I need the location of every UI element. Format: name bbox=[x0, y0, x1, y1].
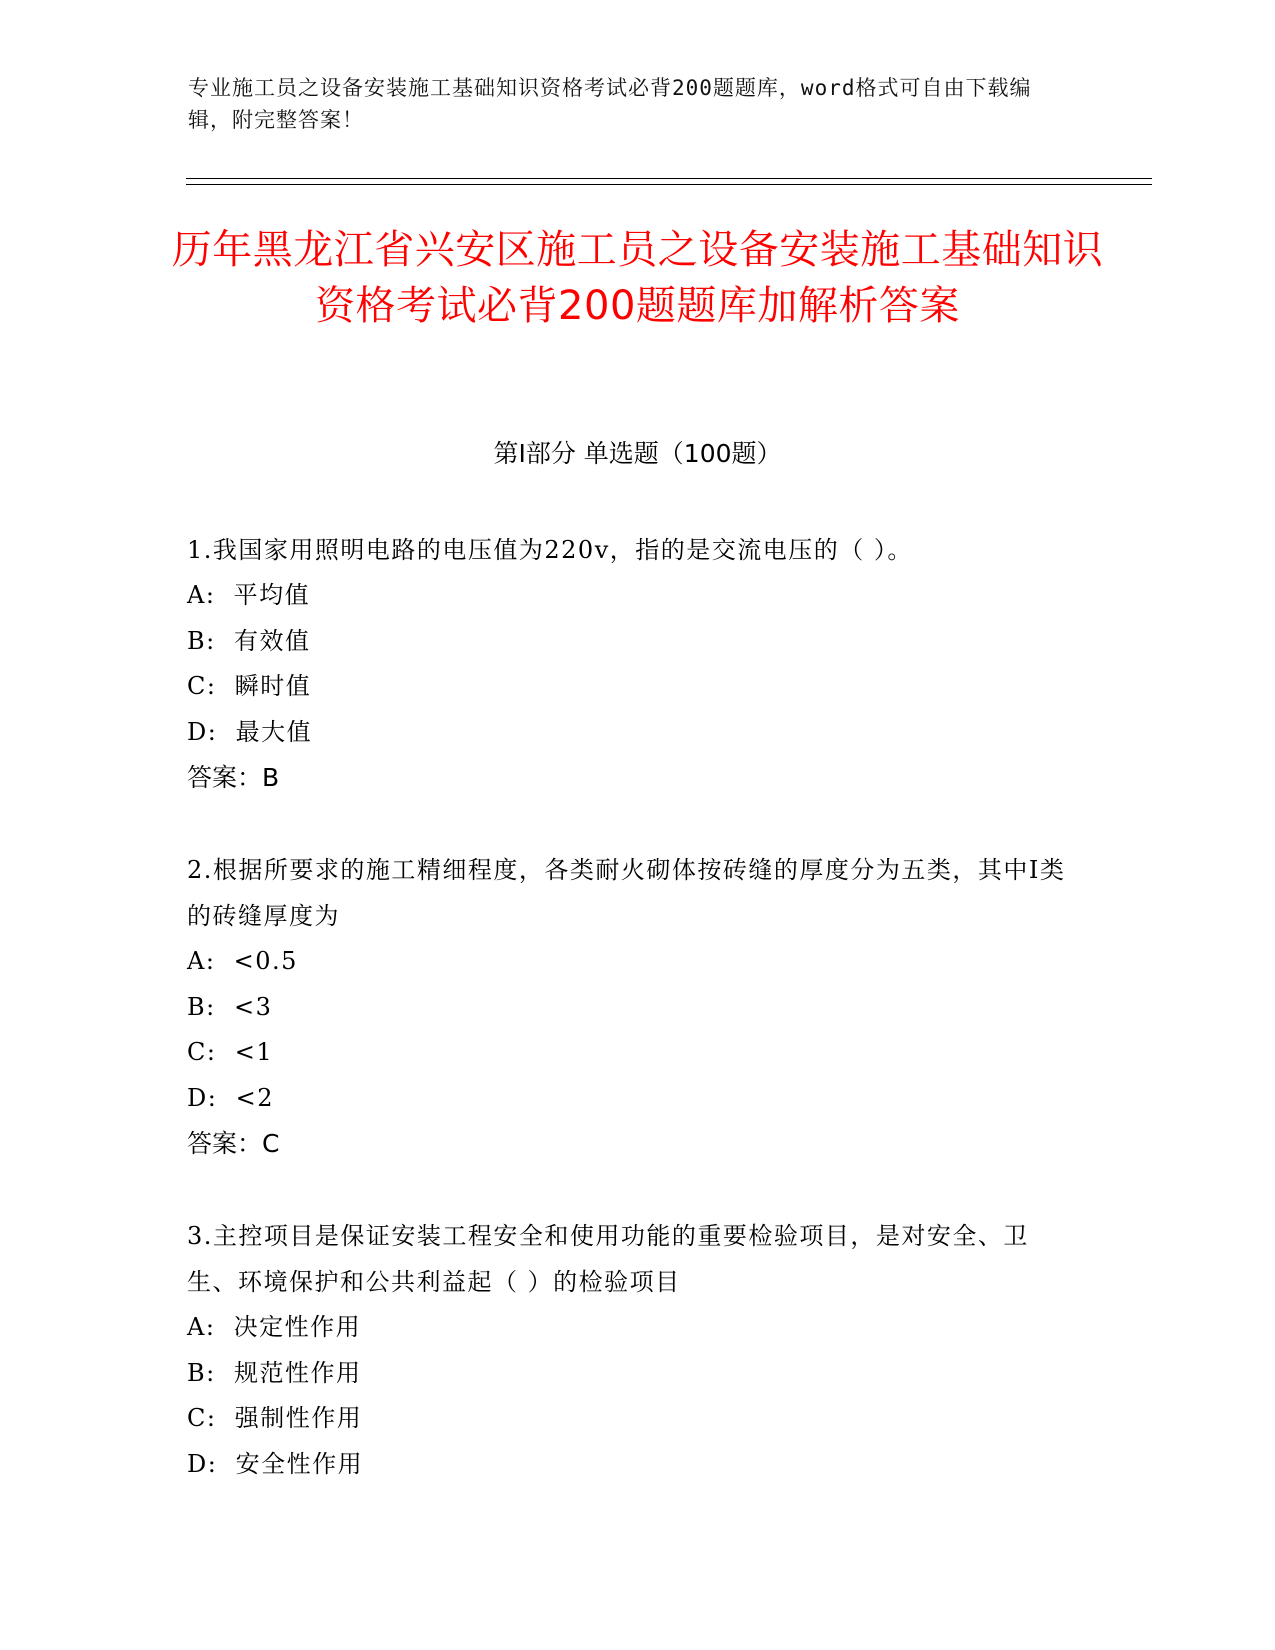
question-text: 2.根据所要求的施工精细程度，各类耐火砌体按砖缝的厚度分为五类，其中Ⅰ类的砖缝厚度为 bbox=[187, 856, 1066, 930]
question-2 bbox=[187, 847, 1067, 1167]
header-divider-top bbox=[186, 178, 1152, 179]
option-a: A: 平均值 bbox=[187, 581, 311, 609]
question-text: 3.主控项目是保证安装工程安全和使用功能的重要检验项目，是对安全、卫生、环境保护和公共利益起（ ）的检验项目 bbox=[187, 1222, 1029, 1296]
option-c: C: 瞬时值 bbox=[187, 672, 312, 700]
option-b: B: <3 bbox=[187, 992, 273, 1021]
option-b: B: 规范性作用 bbox=[187, 1358, 362, 1387]
header-divider-bottom bbox=[186, 184, 1152, 185]
option-c: C: 强制性作用 bbox=[187, 1404, 363, 1432]
answer: 答案：C bbox=[187, 1129, 280, 1158]
option-d: D: 最大值 bbox=[187, 717, 313, 746]
document-title: 历年黑龙江省兴安区施工员之设备安装施工基础知识资格考试必背200题题库加解析答案 bbox=[171, 227, 1104, 329]
question-1 bbox=[187, 527, 1067, 801]
option-a: A: 决定性作用 bbox=[187, 1313, 362, 1341]
option-d: D: <2 bbox=[187, 1083, 274, 1112]
header-note: 专业施工员之设备安装施工基础知识资格考试必背200题题库，word格式可自由下载编辑，附完整答案！ bbox=[188, 76, 1032, 132]
section-title: 第Ⅰ部分 单选题（100题） bbox=[493, 439, 782, 468]
option-b: B: 有效值 bbox=[187, 626, 311, 655]
question-text: 1.我国家用照明电路的电压值为220v，指的是交流电压的（ ）。 bbox=[187, 536, 913, 564]
answer: 答案：B bbox=[187, 763, 280, 792]
option-a: A: <0.5 bbox=[187, 947, 298, 975]
option-d: D: 安全性作用 bbox=[187, 1449, 364, 1478]
question-list bbox=[187, 527, 1067, 1533]
question-3 bbox=[187, 1213, 1067, 1487]
option-c: C: <1 bbox=[187, 1038, 274, 1066]
